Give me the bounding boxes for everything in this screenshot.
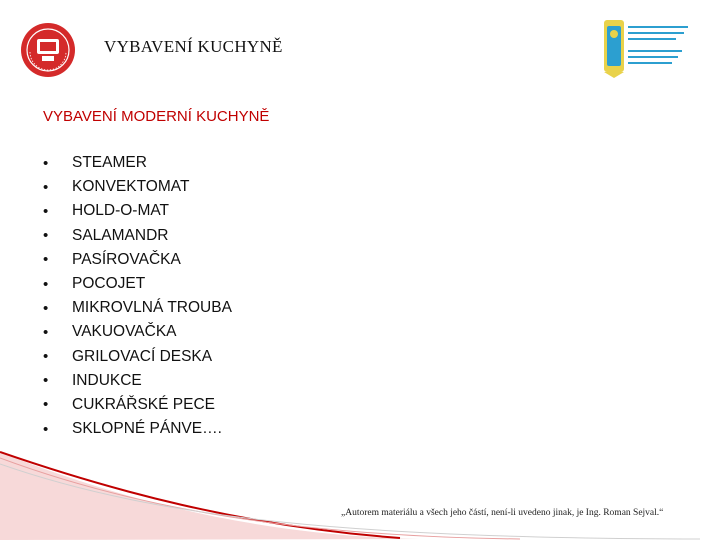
list-item-label: KONVEKTOMAT xyxy=(72,178,190,196)
bullet-icon: • xyxy=(43,202,49,220)
list-item xyxy=(43,248,232,272)
list-item-label: HOLD-O-MAT xyxy=(72,202,170,220)
bullet-icon: • xyxy=(43,372,49,390)
list-item xyxy=(43,224,232,248)
list-item xyxy=(43,272,232,296)
list-item-label: POCOJET xyxy=(72,275,146,293)
section-subtitle: VYBAVENÍ MODERNÍ KUCHYNĚ xyxy=(43,108,270,125)
list-item-label: GRILOVACÍ DESKA xyxy=(72,347,213,365)
equipment-list xyxy=(43,151,232,441)
list-item-label: SKLOPNÉ PÁNVE…. xyxy=(72,420,222,438)
list-item xyxy=(43,175,232,199)
list-item-label: PASÍROVAČKA xyxy=(72,250,181,268)
bullet-icon: • xyxy=(43,275,49,293)
list-item xyxy=(43,417,232,441)
culinary-association-badge-logo xyxy=(600,18,696,80)
bullet-icon: • xyxy=(43,227,49,245)
list-item xyxy=(43,345,232,369)
list-item xyxy=(43,393,232,417)
bullet-icon: • xyxy=(43,396,49,414)
bullet-icon: • xyxy=(43,299,49,317)
list-item-label: VAKUOVAČKA xyxy=(72,323,177,341)
school-seal-logo xyxy=(20,22,76,78)
bullet-icon: • xyxy=(43,348,49,366)
list-item xyxy=(43,151,232,175)
list-item-label: STEAMER xyxy=(72,154,147,172)
list-item xyxy=(43,296,232,320)
list-item xyxy=(43,320,232,344)
bullet-icon: • xyxy=(43,154,49,172)
decorative-swoosh xyxy=(0,440,720,540)
bullet-icon: • xyxy=(43,323,49,341)
list-item-label: SALAMANDR xyxy=(72,226,169,244)
list-item-label: MIKROVLNÁ TROUBA xyxy=(72,299,232,317)
list-item xyxy=(43,199,232,223)
bullet-icon: • xyxy=(43,251,49,269)
list-item xyxy=(43,369,232,393)
bullet-icon: • xyxy=(43,420,49,438)
author-note: „Autorem materiálu a všech jeho částí, není-li uvedeno jinak, je Ing. Roman Sejval.“ xyxy=(341,508,664,518)
page-title: VYBAVENÍ KUCHYNĚ xyxy=(104,37,283,56)
list-item-label: CUKRÁŘSKÉ PECE xyxy=(72,395,215,413)
bullet-icon: • xyxy=(43,178,49,196)
list-item-label: INDUKCE xyxy=(72,371,142,389)
